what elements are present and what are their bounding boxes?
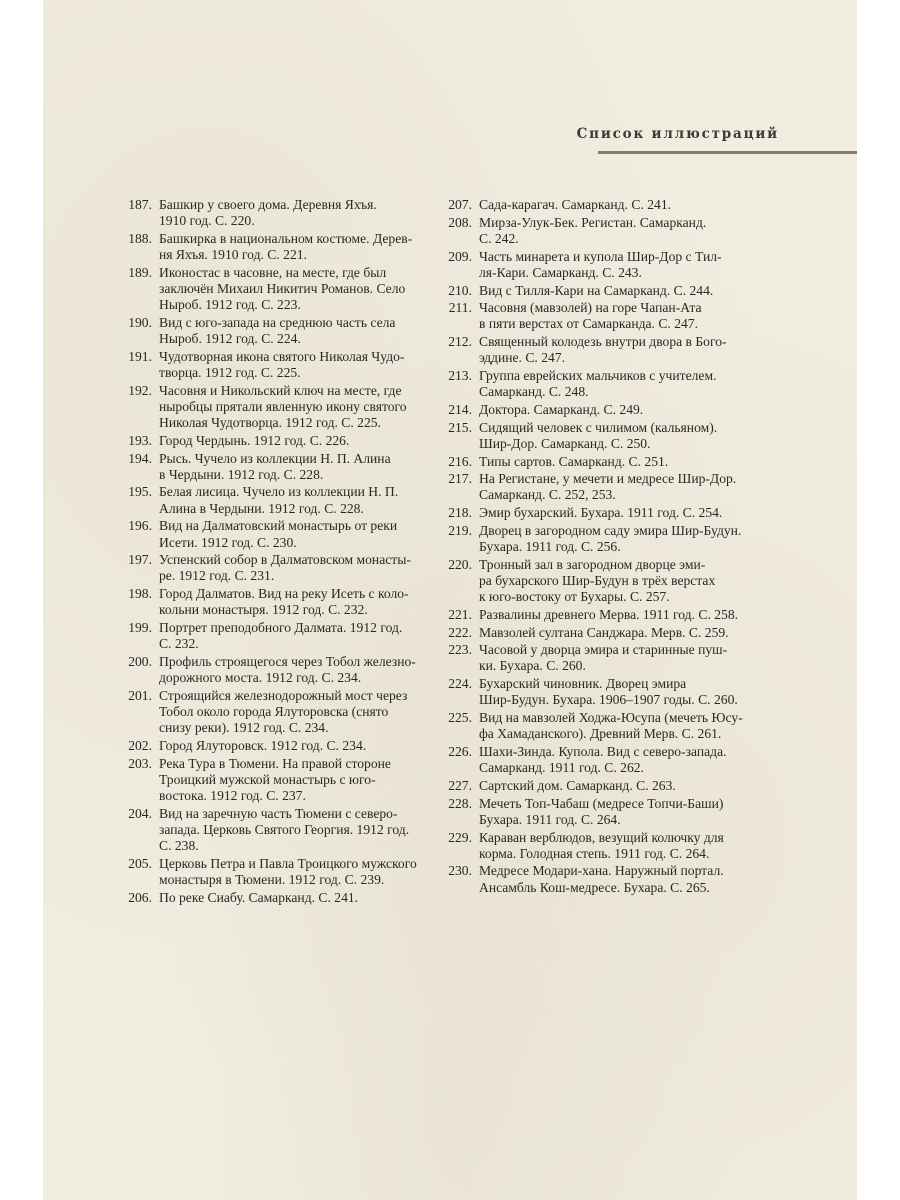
list-item xyxy=(117,620,427,652)
item-caption: Часовня (мавзолей) на горе Чапан-Ата в пяти верстах от Самарканда. С. 247. xyxy=(479,300,702,332)
item-number: 217. xyxy=(448,471,472,487)
list-item xyxy=(437,368,747,400)
item-number: 203. xyxy=(128,755,152,771)
item-number: 220. xyxy=(448,556,472,572)
item-caption: Бухарский чиновник. Дворец эмира Шир-Будун. Бухара. 1906–1907 годы. С. 260. xyxy=(479,676,738,708)
item-number: 210. xyxy=(448,282,472,298)
item-number: 218. xyxy=(448,505,472,521)
list-item xyxy=(437,523,747,555)
list-item xyxy=(437,744,747,776)
illustrations-column-right xyxy=(437,197,747,897)
item-caption: Шахи-Зинда. Купола. Вид с северо-запада. Самарканд. 1911 год. С. 262. xyxy=(479,744,727,776)
item-caption: По реке Сиабу. Самарканд. С. 241. xyxy=(159,889,359,905)
item-number: 207. xyxy=(448,197,472,212)
item-caption: Священный колодезь внутри двора в Бого- эддине. С. 247. xyxy=(479,334,727,366)
list-item xyxy=(117,518,427,550)
item-caption: Успенский собор в Далматовском монасты- ре. 1912 год. С. 231. xyxy=(159,552,411,584)
list-item xyxy=(117,349,427,381)
item-number: 223. xyxy=(448,642,472,658)
item-number: 201. xyxy=(128,687,152,703)
item-number: 190. xyxy=(128,314,152,330)
item-number: 198. xyxy=(128,586,152,602)
item-number: 230. xyxy=(448,863,472,879)
list-item xyxy=(437,710,747,742)
list-item xyxy=(437,420,747,452)
item-caption: Часовня и Никольский ключ на месте, где ныробцы прятали явленную икону святого Николая Чудотворца. 1912 год. С. 225. xyxy=(159,382,407,431)
item-number: 197. xyxy=(128,552,152,568)
item-caption: Белая лисица. Чучело из коллекции Н. П. Алина в Чердыни. 1912 год. С. 228. xyxy=(159,484,399,516)
list-item xyxy=(437,402,747,418)
list-item xyxy=(117,552,427,584)
item-caption: Строящийся железнодорожный мост через Тобол около города Ялуторовска (снято снизу реки). 1912 год. С. 234. xyxy=(159,687,408,736)
item-number: 212. xyxy=(448,334,472,350)
list-item xyxy=(437,215,747,247)
item-caption: Типы сартов. Самарканд. С. 251. xyxy=(479,453,669,469)
list-item xyxy=(117,265,427,314)
item-number: 221. xyxy=(448,606,472,622)
list-item xyxy=(437,471,747,503)
item-number: 219. xyxy=(448,522,472,538)
item-caption: Дворец в загородном саду эмира Шир-Будун. Бухара. 1911 год. С. 256. xyxy=(479,522,742,555)
item-caption: Мирза-Улук-Бек. Регистан. Самарканд. С. 242. xyxy=(479,214,707,246)
item-caption: Тронный зал в загородном дворце эми- ра бухарского Шир-Будун в трёх верстах к юго-востоку от Бухары. С. 257. xyxy=(479,556,716,605)
list-item xyxy=(117,688,427,737)
item-caption: Сидящий человек с чилимом (кальяном). Шир-Дор. Самарканд. С. 250. xyxy=(479,419,718,451)
list-item xyxy=(117,197,427,229)
list-item xyxy=(117,806,427,855)
item-caption: Вид с Тилля-Кари на Самарканд. С. 244. xyxy=(479,282,714,298)
item-caption: Сартский дом. Самарканд. С. 263. xyxy=(479,777,676,793)
item-number: 216. xyxy=(448,453,472,469)
item-caption: Часть минарета и купола Шир-Дор с Тил- ля-Кари. Самарканд. С. 243. xyxy=(479,248,722,280)
item-number: 208. xyxy=(448,214,472,230)
item-number: 215. xyxy=(448,419,472,435)
list-item xyxy=(437,642,747,674)
item-caption: Башкирка в национальном костюме. Дерев- ня Яхъя. 1910 год. С. 221. xyxy=(159,230,413,263)
list-item xyxy=(117,383,427,432)
item-number: 228. xyxy=(448,795,472,811)
item-caption: Сада-карагач. Самарканд. С. 241. xyxy=(479,197,672,212)
item-caption: Профиль строящегося через Тобол железно- дорожного моста. 1912 год. С. 234. xyxy=(159,653,416,686)
list-item xyxy=(437,778,747,794)
item-caption: Эмир бухарский. Бухара. 1911 год. С. 254. xyxy=(479,505,723,521)
item-number: 202. xyxy=(128,738,152,753)
item-number: 196. xyxy=(128,518,152,534)
item-caption: Город Далматов. Вид на реку Исеть с коло- кольни монастыря. 1912 год. С. 232. xyxy=(159,586,409,618)
item-caption: Мавзолей султана Санджара. Мерв. С. 259. xyxy=(479,624,729,640)
item-caption: На Регистане, у мечети и медресе Шир-Дор. Самарканд. С. 252, 253. xyxy=(479,471,737,503)
item-number: 195. xyxy=(128,484,152,500)
item-number: 222. xyxy=(448,624,472,640)
list-item xyxy=(437,454,747,470)
item-caption: Часовой у дворца эмира и старинные пуш- ки. Бухара. С. 260. xyxy=(479,642,728,674)
list-item xyxy=(117,738,427,754)
list-item xyxy=(117,315,427,347)
item-caption: Доктора. Самарканд. С. 249. xyxy=(479,401,644,417)
item-number: 188. xyxy=(128,230,152,246)
list-item xyxy=(437,249,747,281)
item-number: 211. xyxy=(448,300,472,316)
item-caption: Вид на заречную часть Тюмени с северо- запада. Церковь Святого Георгия. 1912 год. С. 238. xyxy=(159,805,410,854)
item-number: 191. xyxy=(128,348,152,364)
item-caption: Город Ялуторовск. 1912 год. С. 234. xyxy=(159,738,367,753)
list-item xyxy=(437,607,747,623)
list-item xyxy=(437,334,747,366)
list-item xyxy=(437,197,747,213)
item-number: 225. xyxy=(448,710,472,726)
item-caption: Церковь Петра и Павла Троицкого мужского монастыря в Тюмени. 1912 год. С. 239. xyxy=(159,855,417,888)
item-number: 226. xyxy=(448,744,472,759)
list-item xyxy=(437,830,747,862)
item-caption: Чудотворная икона святого Николая Чудо- творца. 1912 год. С. 225. xyxy=(159,348,405,381)
item-caption: Развалины древнего Мерва. 1911 год. С. 258. xyxy=(479,606,739,622)
header-rule xyxy=(598,151,857,154)
list-item xyxy=(117,484,427,516)
list-item xyxy=(117,856,427,888)
list-item xyxy=(437,676,747,708)
item-number: 199. xyxy=(128,620,152,636)
item-number: 209. xyxy=(448,248,472,264)
list-item xyxy=(117,451,427,483)
list-item xyxy=(117,433,427,449)
item-caption: Иконостас в часовне, на месте, где был заключён Михаил Никитич Романов. Село Ныроб. 1912 год. С. 223. xyxy=(159,264,406,313)
item-caption: Вид на мавзолей Ходжа-Юсупа (мечеть Юсу- фа Хамаданского). Древний Мерв. С. 261. xyxy=(479,710,743,742)
item-number: 187. xyxy=(128,197,152,212)
item-number: 227. xyxy=(448,777,472,793)
item-caption: Караван верблюдов, везущий колючку для корма. Голодная степь. 1911 год. С. 264. xyxy=(479,829,724,861)
list-item xyxy=(437,863,747,895)
list-item xyxy=(437,300,747,332)
item-number: 229. xyxy=(448,829,472,845)
illustrations-column-left xyxy=(117,197,427,908)
item-caption: Портрет преподобного Далмата. 1912 год. С. 232. xyxy=(159,620,403,652)
book-page xyxy=(43,0,857,1200)
item-caption: Башкир у своего дома. Деревня Яхъя. 1910 год. С. 220. xyxy=(159,197,377,229)
list-item xyxy=(117,654,427,686)
list-item xyxy=(117,231,427,263)
list-item xyxy=(437,283,747,299)
item-number: 205. xyxy=(128,855,152,871)
item-caption: Вид с юго-запада на среднюю часть села Ныроб. 1912 год. С. 224. xyxy=(159,314,396,347)
list-item xyxy=(437,625,747,641)
item-caption: Медресе Модари-хана. Наружный портал. Ансамбль Кош-медресе. Бухара. С. 265. xyxy=(479,863,724,895)
item-number: 206. xyxy=(128,889,152,905)
item-caption: Мечеть Топ-Чабаш (медресе Топчи-Баши) Бухара. 1911 год. С. 264. xyxy=(479,795,724,827)
page-title: Список иллюстраций xyxy=(576,126,779,142)
item-number: 224. xyxy=(448,676,472,692)
list-item xyxy=(437,557,747,606)
list-item xyxy=(117,756,427,805)
list-item xyxy=(117,890,427,906)
item-caption: Группа еврейских мальчиков с учителем. Самарканд. С. 248. xyxy=(479,368,717,400)
item-caption: Река Тура в Тюмени. На правой стороне Троицкий мужской монастырь с юго- востока. 1912 год. С. 237. xyxy=(159,755,391,804)
item-caption: Рысь. Чучело из коллекции Н. П. Алина в Чердыни. 1912 год. С. 228. xyxy=(159,450,391,482)
list-item xyxy=(437,505,747,521)
item-number: 189. xyxy=(128,264,152,280)
item-number: 193. xyxy=(128,432,152,448)
item-number: 200. xyxy=(128,653,152,669)
list-item xyxy=(117,586,427,618)
item-number: 213. xyxy=(448,368,472,384)
item-number: 214. xyxy=(448,401,472,417)
item-number: 194. xyxy=(128,450,152,466)
item-caption: Город Чердынь. 1912 год. С. 226. xyxy=(159,432,350,448)
item-caption: Вид на Далматовский монастырь от реки Исети. 1912 год. С. 230. xyxy=(159,518,398,550)
item-number: 204. xyxy=(128,805,152,821)
item-number: 192. xyxy=(128,382,152,398)
list-item xyxy=(437,796,747,828)
